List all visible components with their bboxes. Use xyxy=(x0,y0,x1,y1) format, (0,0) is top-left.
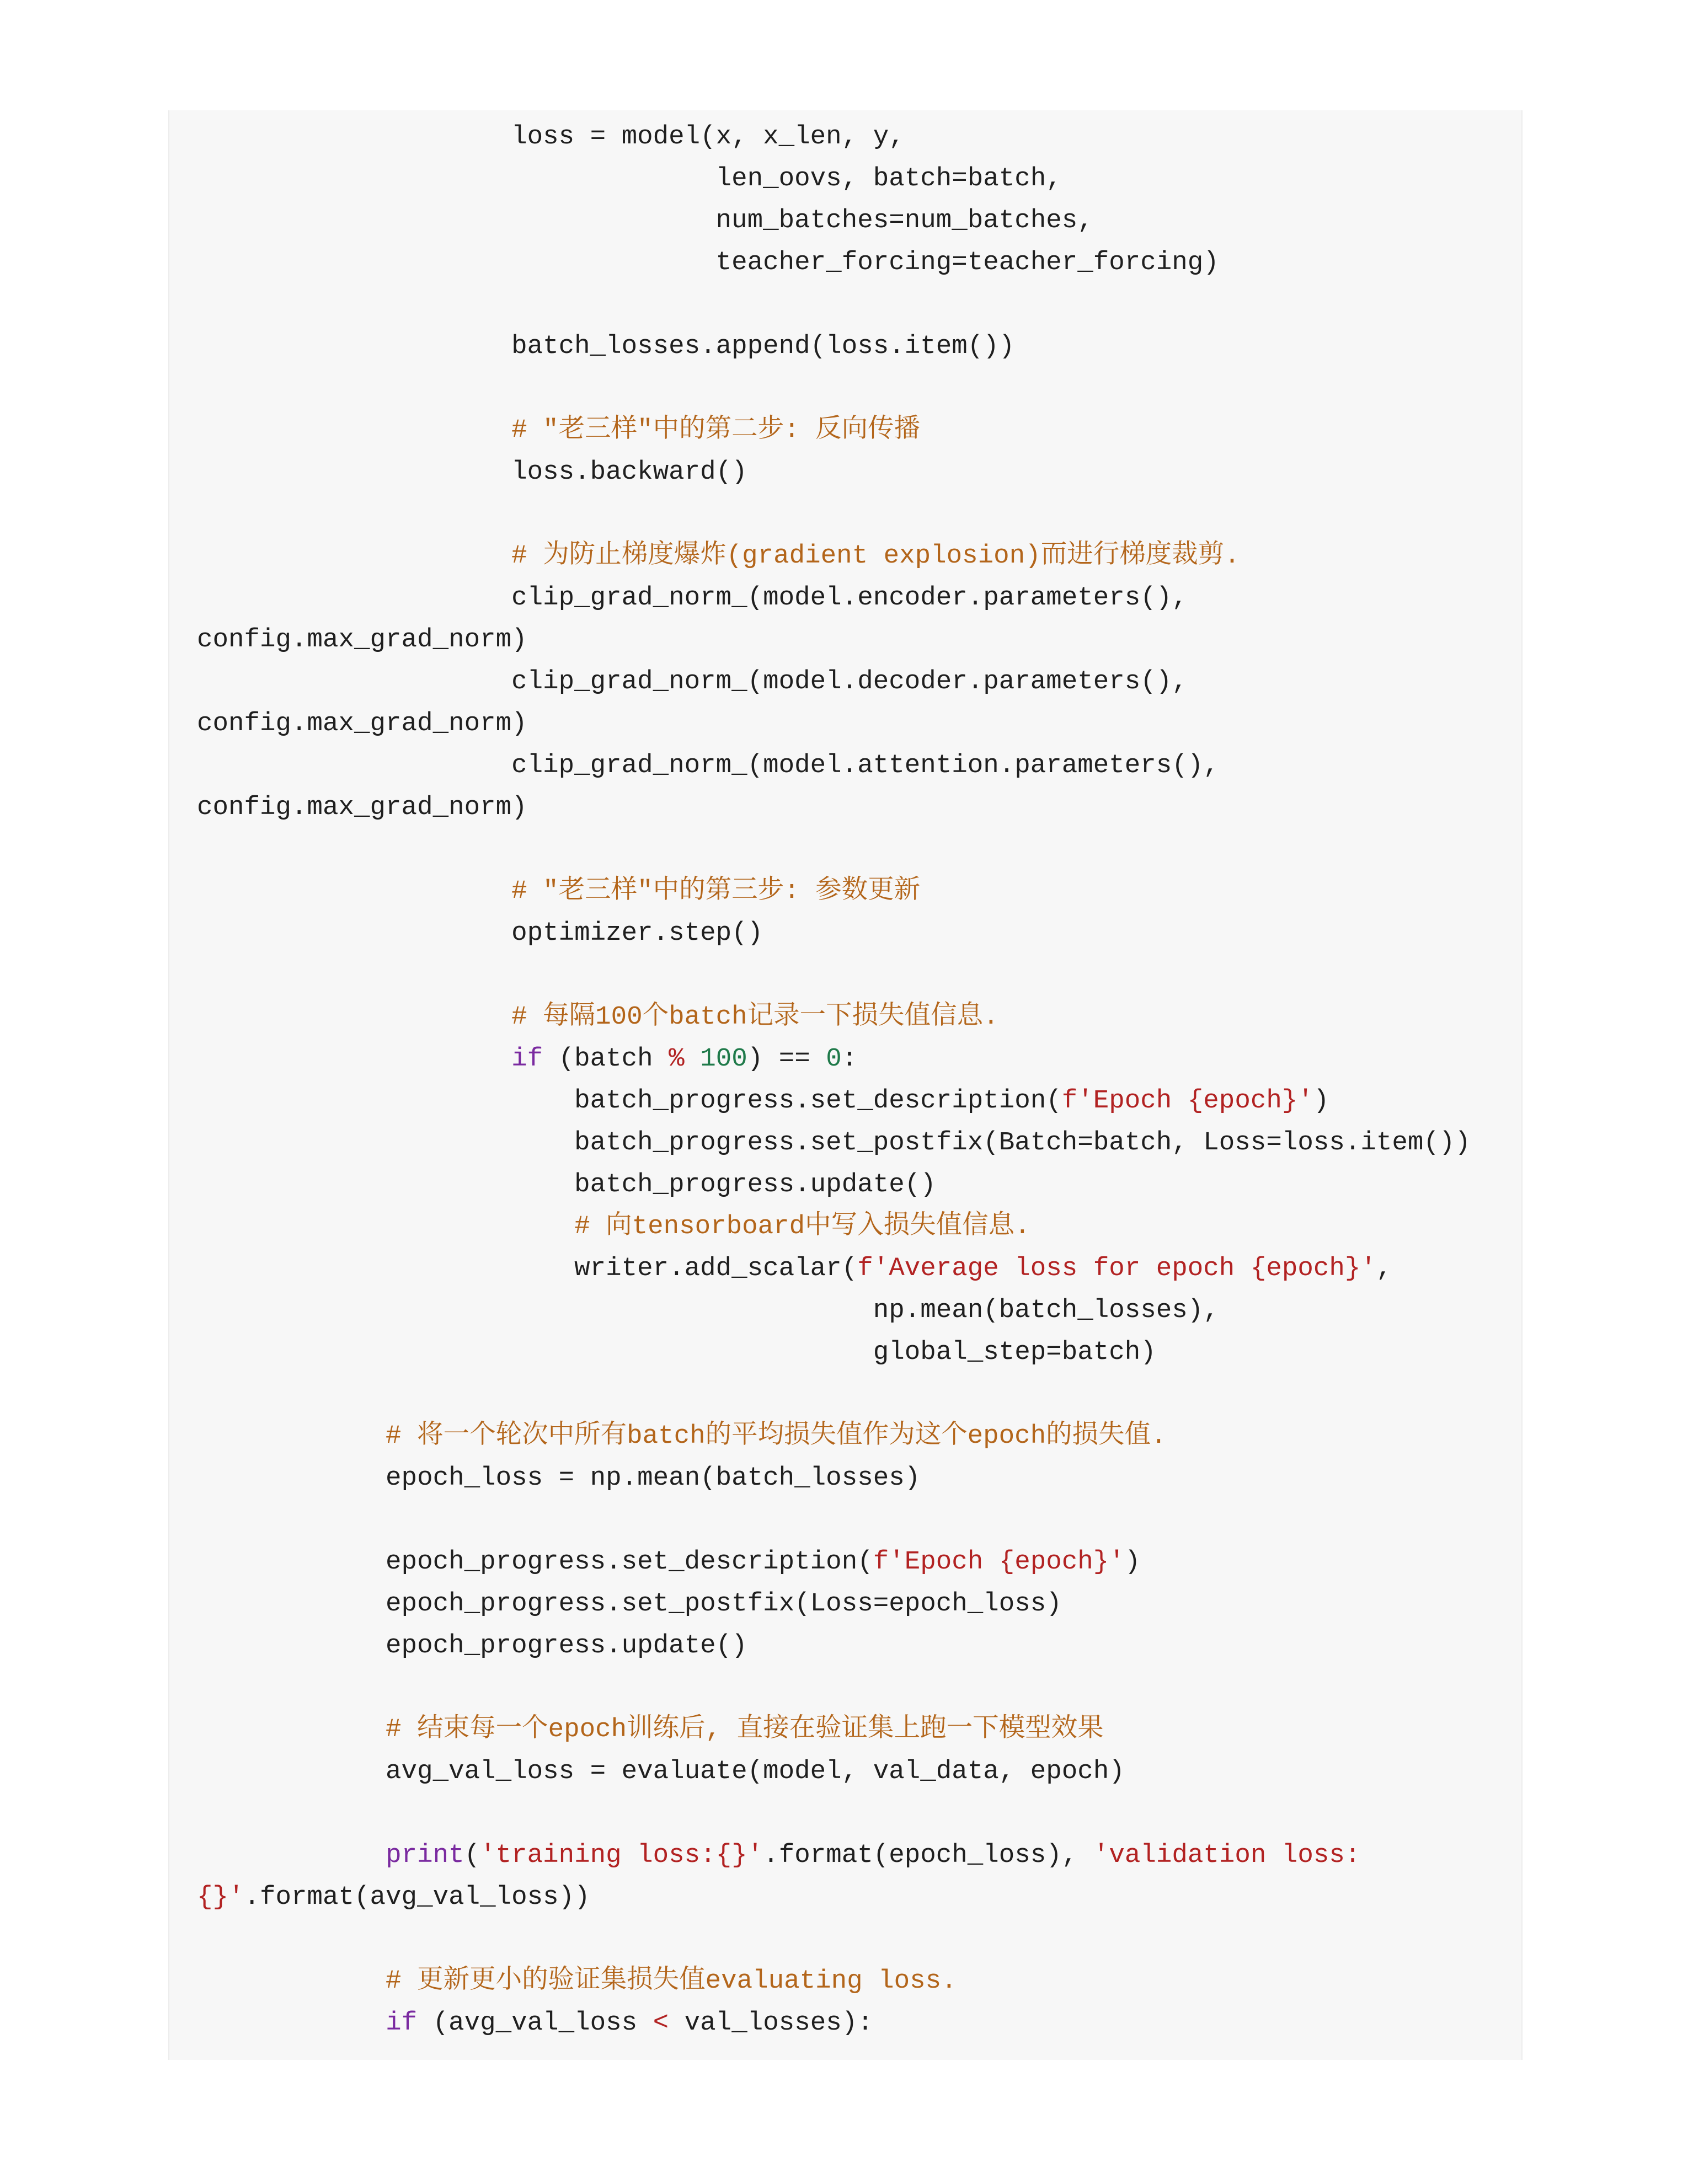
code-line xyxy=(197,577,1471,619)
code-token-plain xyxy=(197,1044,511,1074)
code-line xyxy=(197,409,1471,451)
code-line xyxy=(197,786,1471,828)
code-token-plain: teacher_forcing=teacher_forcing) xyxy=(197,248,1219,277)
code-line xyxy=(197,1415,1471,1457)
code-token-string: f'Average loss for epoch {epoch}' xyxy=(857,1254,1376,1283)
code-token-keyword: if xyxy=(511,1044,543,1074)
code-line xyxy=(197,870,1471,912)
code-line xyxy=(197,200,1471,242)
code-token-plain: .format(avg_val_loss)) xyxy=(244,1882,590,1912)
code-token-plain: clip_grad_norm_(model.decoder.parameters(), xyxy=(197,667,1188,697)
code-token-comment: # 向tensorboard中写入损失值信息. xyxy=(197,1212,1030,1241)
code-token-plain: loss = model(x, x_len, y, xyxy=(197,122,905,152)
code-lines xyxy=(197,116,1471,2044)
code-token-comment: # "老三样"中的第三步: 参数更新 xyxy=(197,876,921,906)
code-line xyxy=(197,1331,1471,1373)
code-token-comment: # 每隔100个batch记录一下损失值信息. xyxy=(197,1002,999,1032)
code-line xyxy=(197,1625,1471,1667)
code-line xyxy=(197,703,1471,745)
code-token-string: {}' xyxy=(197,1882,244,1912)
code-token-keyword: if xyxy=(386,2008,418,2038)
code-line xyxy=(197,158,1471,200)
code-line xyxy=(197,325,1471,367)
code-block xyxy=(168,110,1523,2060)
code-line xyxy=(197,1834,1471,1876)
code-token-op: < xyxy=(653,2008,669,2038)
code-token-plain: loss.backward() xyxy=(197,457,747,487)
code-line xyxy=(197,1289,1471,1331)
code-line xyxy=(197,1876,1471,1918)
code-token-plain: num_batches=num_batches, xyxy=(197,206,1093,235)
code-token-plain xyxy=(685,1044,701,1074)
code-token-plain: batch_progress.set_postfix(Batch=batch, Loss=loss.item()) xyxy=(197,1128,1471,1158)
code-token-string: f'Epoch {epoch}' xyxy=(873,1547,1125,1577)
code-line xyxy=(197,1122,1471,1164)
code-token-number: 0 xyxy=(826,1044,842,1074)
code-line xyxy=(197,1792,1471,1834)
code-token-string: 'validation loss: xyxy=(1093,1840,1361,1870)
code-line xyxy=(197,1080,1471,1122)
code-line xyxy=(197,535,1471,577)
code-token-plain xyxy=(197,1840,386,1870)
code-line xyxy=(197,954,1471,996)
code-token-comment: # 更新更小的验证集损失值evaluating loss. xyxy=(197,1966,957,1996)
code-token-comment: # 结束每一个epoch训练后, 直接在验证集上跑一下模型效果 xyxy=(197,1715,1104,1744)
code-token-plain: ) xyxy=(1313,1086,1329,1116)
code-token-plain: config.max_grad_norm) xyxy=(197,709,527,738)
code-line xyxy=(197,1373,1471,1415)
code-line xyxy=(197,1164,1471,1206)
code-token-plain: len_oovs, batch=batch, xyxy=(197,164,1062,194)
code-line xyxy=(197,912,1471,954)
code-line xyxy=(197,283,1471,325)
code-token-plain: config.max_grad_norm) xyxy=(197,793,527,822)
code-line xyxy=(197,1918,1471,1960)
code-token-plain: (avg_val_loss xyxy=(417,2008,653,2038)
code-line xyxy=(197,1541,1471,1583)
code-line xyxy=(197,619,1471,661)
code-line xyxy=(197,1667,1471,1709)
code-line xyxy=(197,451,1471,493)
code-token-plain: config.max_grad_norm) xyxy=(197,625,527,655)
code-line xyxy=(197,1709,1471,1751)
code-token-keyword: print xyxy=(386,1840,464,1870)
code-token-plain: avg_val_loss = evaluate(model, val_data, epoch) xyxy=(197,1757,1125,1786)
code-line xyxy=(197,745,1471,786)
code-line xyxy=(197,1960,1471,2002)
code-token-plain: batch_progress.set_description( xyxy=(197,1086,1062,1116)
code-line xyxy=(197,242,1471,283)
code-token-plain: epoch_progress.set_postfix(Loss=epoch_loss) xyxy=(197,1589,1062,1619)
code-token-plain: epoch_progress.set_description( xyxy=(197,1547,873,1577)
code-token-op: % xyxy=(669,1044,685,1074)
code-line xyxy=(197,493,1471,535)
code-token-plain: ) == xyxy=(747,1044,826,1074)
code-token-plain: (batch xyxy=(543,1044,669,1074)
code-line xyxy=(197,1499,1471,1541)
code-token-comment: # 为防止梯度爆炸(gradient explosion)而进行梯度裁剪. xyxy=(197,541,1240,571)
code-line xyxy=(197,1583,1471,1625)
code-token-plain: np.mean(batch_losses), xyxy=(197,1296,1219,1325)
code-line xyxy=(197,828,1471,870)
code-line xyxy=(197,1038,1471,1080)
code-token-plain: ( xyxy=(464,1840,480,1870)
code-line xyxy=(197,1751,1471,1792)
code-token-plain: epoch_loss = np.mean(batch_losses) xyxy=(197,1463,921,1493)
code-token-string: f'Epoch {epoch}' xyxy=(1061,1086,1313,1116)
code-line xyxy=(197,1248,1471,1289)
code-token-plain: clip_grad_norm_(model.attention.parameters(), xyxy=(197,751,1219,780)
code-line xyxy=(197,996,1471,1038)
code-token-plain: epoch_progress.update() xyxy=(197,1631,747,1661)
code-token-comment: # 将一个轮次中所有batch的平均损失值作为这个epoch的损失值. xyxy=(197,1421,1167,1451)
code-line xyxy=(197,1206,1471,1248)
code-line xyxy=(197,661,1471,703)
code-token-plain: optimizer.step() xyxy=(197,918,763,948)
code-token-plain: ) xyxy=(1124,1547,1141,1577)
code-token-plain: , xyxy=(1376,1254,1392,1283)
code-token-plain: : xyxy=(841,1044,858,1074)
code-token-string: 'training loss:{}' xyxy=(480,1840,763,1870)
code-token-plain: batch_progress.update() xyxy=(197,1170,936,1200)
code-token-plain: .format(epoch_loss), xyxy=(763,1840,1093,1870)
code-token-plain: val_losses): xyxy=(669,2008,873,2038)
code-token-number: 100 xyxy=(700,1044,747,1074)
code-line xyxy=(197,116,1471,158)
code-token-comment: # "老三样"中的第二步: 反向传播 xyxy=(197,415,921,445)
code-line xyxy=(197,1457,1471,1499)
code-line xyxy=(197,2002,1471,2044)
code-token-plain: writer.add_scalar( xyxy=(197,1254,858,1283)
code-token-plain xyxy=(197,2008,386,2038)
code-token-plain: global_step=batch) xyxy=(197,1337,1156,1367)
code-token-plain: clip_grad_norm_(model.encoder.parameters(), xyxy=(197,583,1188,613)
code-token-plain: batch_losses.append(loss.item()) xyxy=(197,331,1015,361)
code-line xyxy=(197,367,1471,409)
